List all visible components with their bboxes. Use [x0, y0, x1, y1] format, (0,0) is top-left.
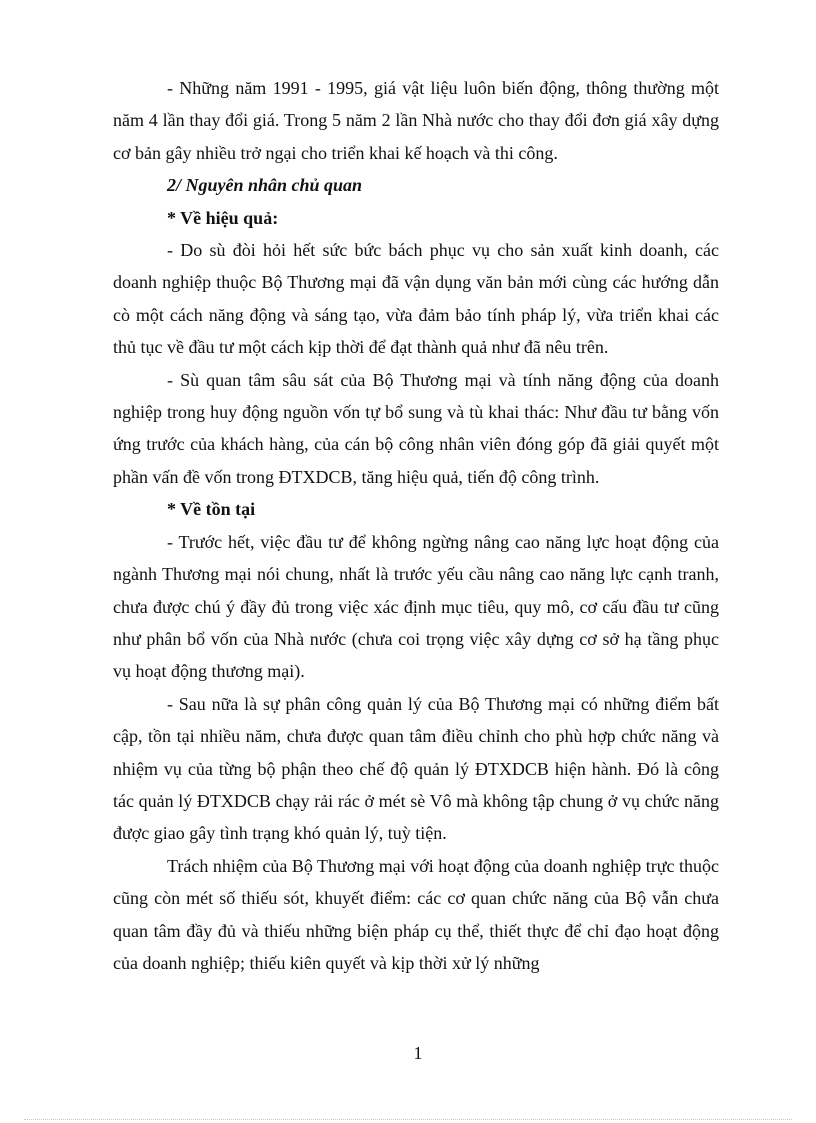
document-body: [113, 72, 719, 979]
subheading-shortcomings: * Về tồn tại: [167, 499, 256, 520]
paragraph-price-fluctuation: - Những năm 1991 - 1995, giá vật liệu luôn biến động, thông thường một năm 4 lần thay đổi giá. Trong 5 năm 2 lần Nhà nước cho thay đổi đơn giá xây dựng cơ bản gây nhiều trở ngại cho triển khai kế hoạch và thi công.: [113, 78, 719, 163]
paragraph-management-assignment: - Sau nữa là sự phân công quản lý của Bộ Thương mại có những điểm bất cập, tồn tại nhiều năm, chưa được quan tâm điều chỉnh cho phù hợp chức năng và nhiệm vụ của từng bộ phận theo chế độ quản lý ĐTXDCB hiện hành. Đó là công tác quản lý ĐTXDCB chạy rải rác ở mét sè Vô mà không tập chung ở vụ chức năng được giao gây tình trạng khó quản lý, tuỳ tiện.: [113, 693, 719, 844]
paragraph-ministry-attention: - Sù quan tâm sâu sát của Bộ Thương mại và tính năng động của doanh nghiệp trong huy động nguồn vốn tự bổ sung và tù khai thác: Như đầu tư bằng vốn ứng trước của khách hàng, của cán bộ công nhân viên đóng góp đã giải quyết một phần vấn đề vốn trong ĐTXDCB, tăng hiệu quả, tiến độ công trình.: [113, 369, 719, 487]
subheading-effectiveness: * Về hiệu quả:: [167, 207, 279, 228]
section-heading-subjective-causes: 2/ Nguyên nhân chủ quan: [167, 175, 363, 196]
paragraph-urgent-demand: - Do sù đòi hỏi hết sức bức bách phục vụ cho sản xuất kinh doanh, các doanh nghiệp thuộc Bộ Thương mại đã vận dụng văn bản mới cùng các hướng dẫn cò một cách năng động và sáng tạo, vừa đảm bảo tính pháp lý, vừa triển khai các thủ tục về đầu tư một cách kịp thời để đạt thành quả như đã nêu trên.: [113, 240, 719, 358]
page-number: 1: [413, 1043, 423, 1063]
paragraph-ministry-responsibility: Trách nhiệm của Bộ Thương mại với hoạt động của doanh nghiệp trực thuộc cũng còn mét số thiếu sót, khuyết điểm: các cơ quan chức năng của Bộ vẫn chưa quan tâm đầy đủ và thiếu những biện pháp cụ thể, thiết thực để chỉ đạo hoạt động của doanh nghiệp; thiếu kiên quyết và kịp thời xử lý những: [113, 855, 719, 973]
paragraph-first-shortcoming: - Trước hết, việc đầu tư để không ngừng nâng cao năng lực hoạt động của ngành Thương mại nói chung, nhất là trước yếu cầu nâng cao năng lực cạnh tranh, chưa được chú ý đầy đủ trong việc xác định mục tiêu, quy mô, cơ cấu đầu tư cũng như phân bổ vốn của Nhà nước (chưa coi trọng việc xây dựng cơ sở hạ tầng phục vụ hoạt động thương mại).: [113, 531, 719, 682]
page-bottom-divider: [24, 1119, 792, 1120]
